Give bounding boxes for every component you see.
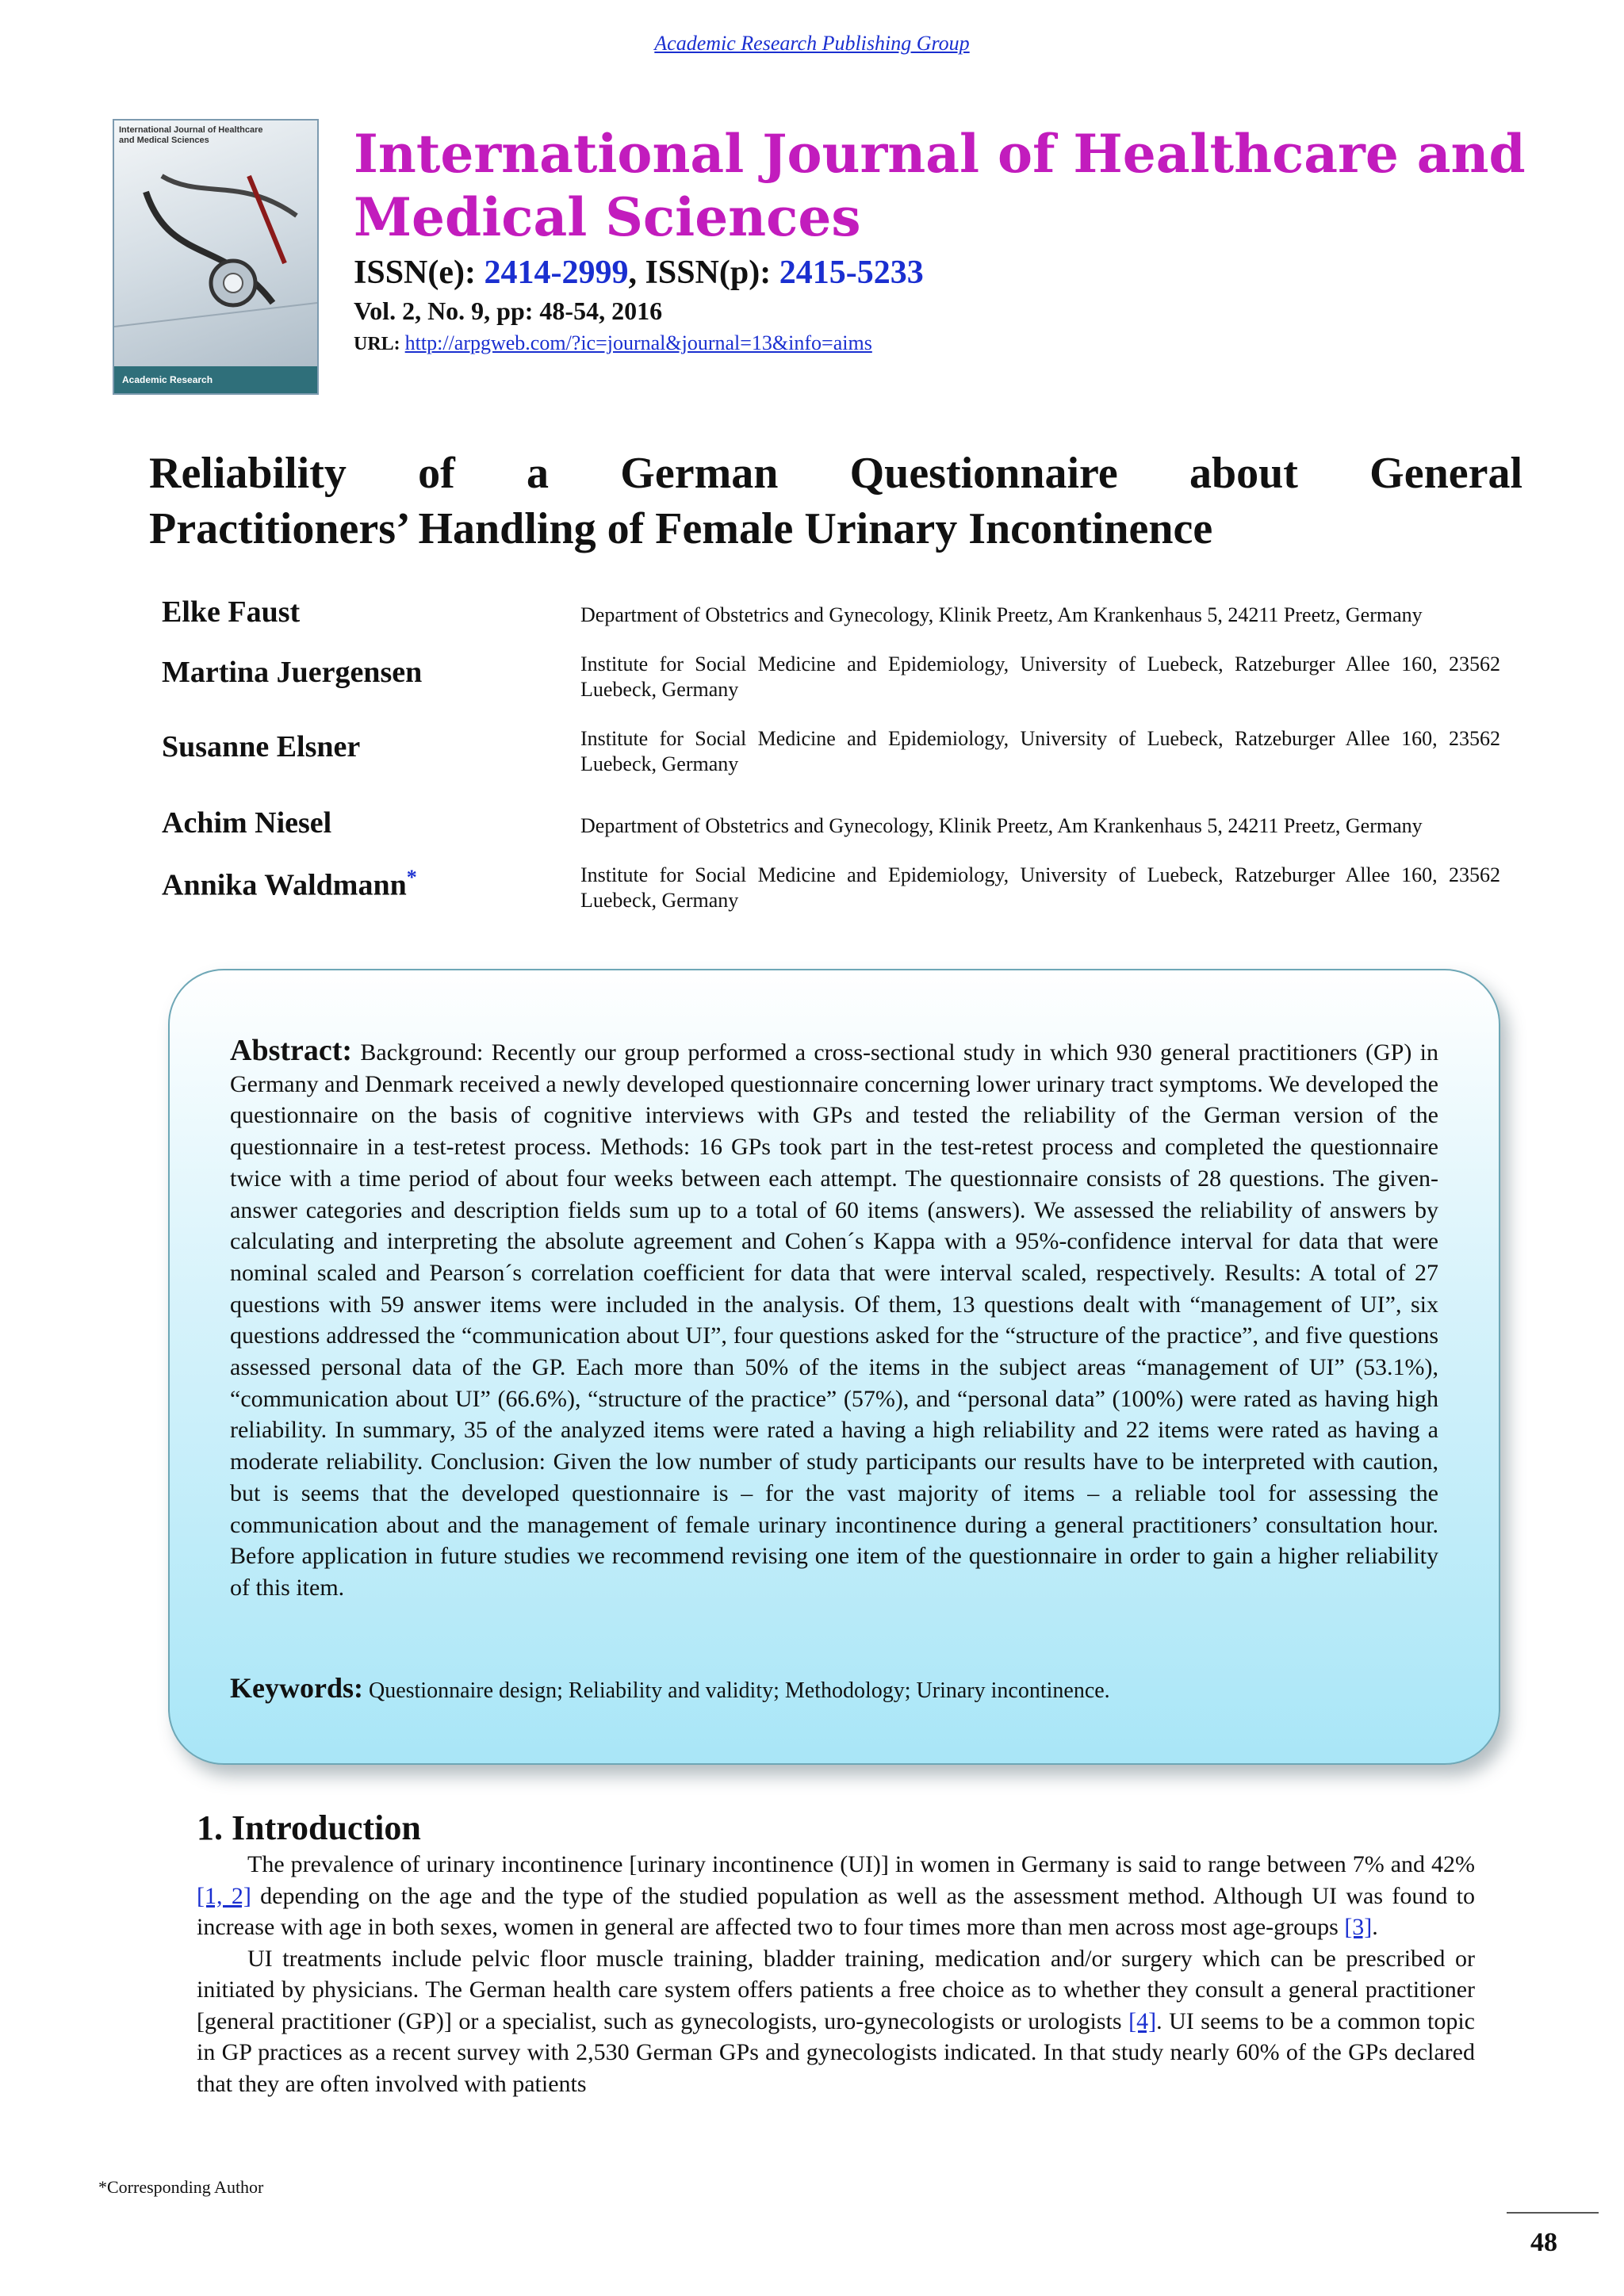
citation-link[interactable]: [3]	[1344, 1914, 1373, 1940]
journal-url-link[interactable]: http://arpgweb.com/?ic=journal&journal=13&info=aims	[404, 331, 872, 354]
corresponding-author-footnote: *Corresponding Author	[98, 2177, 264, 2197]
url-label: URL:	[354, 334, 405, 354]
author-affiliation: Institute for Social Medicine and Epidemiology, University of Luebeck, Ratzeburger Allee 160, 23562 Luebeck, Germany	[580, 727, 1500, 775]
text-run: UI treatments include pelvic floor muscle training, bladder training, medication and/or surgery which can be prescribed or initiated by physicians. The German health care system offers patients a free choice as to whether they consult a general practitioner [general practitioner (GP)] or a specialist, such as gynecologists, uro-gynecologists or urologists	[197, 1945, 1475, 2034]
text-run: .	[1372, 1914, 1378, 1940]
article-title-line-1: Reliability of a German Questionnaire about General	[149, 449, 1522, 498]
issn-p-value: 2415-5233	[779, 254, 924, 291]
page-number: 48	[1530, 2228, 1557, 2257]
stethoscope-illustration	[114, 144, 317, 358]
section-heading-introduction: 1. Introduction	[197, 1808, 421, 1847]
author-affiliation: Department of Obstetrics and Gynecology, Klinik Preetz, Am Krankenhaus 5, 24211 Preetz, Germany	[580, 814, 1423, 837]
corresponding-author-name	[162, 866, 417, 903]
text-run: . UI seems to be a common topic in GP practices as a recent survey with 2,530 German GPs and gynecologists indicated. In that study nearly 60% of the GPs declared that they are often involved with patients	[197, 2007, 1475, 2097]
issn-line	[354, 254, 924, 292]
abstract-conclusion: Conclusion: Given the low number of study participants our results have to be interpreted with caution, but is seems that the developed questionnaire is – for the vast majority of items – a reliable tool for assessing the communication about and the management of female urinary incontinence during a general practitioners’ consultation hour. Before application in future studies we recommend revising one item of the questionnaire in order to gain a higher reliability of this item.	[230, 1448, 1439, 1601]
author-affiliation: Institute for Social Medicine and Epidemiology, University of Luebeck, Ratzeburger Allee 160, 23562 Luebeck, Germany	[580, 863, 1500, 912]
author-affiliation: Institute for Social Medicine and Epidemiology, University of Luebeck, Ratzeburger Allee 160, 23562 Luebeck, Germany	[580, 652, 1500, 701]
corresponding-author-marker[interactable]: *	[406, 866, 417, 889]
issn-e-value: 2414-2999	[484, 254, 629, 291]
author-name: Susanne Elsner	[162, 730, 361, 763]
paragraph	[197, 1943, 1475, 2100]
article-title	[149, 446, 1522, 557]
keywords-heading: Keywords:	[230, 1672, 363, 1704]
author-name: Elke Faust	[162, 595, 301, 629]
abstract-body: Background: Recently our group performed a cross-sectional study in which 930 general practitioners (GP) in Germany and Denmark received a newly developed questionnaire concerning lower urinary tract symptoms. We developed the questionnaire on the basis of cognitive interviews with GPs and tested the reliability of the German version of the questionnaire in a test-retest process. Methods: 16 GPs took part in the test-retest process and completed the questionnaire twice with a time period of about four weeks between each attempt. The questionnaire consists of 28 questions. The given-answer categories and description fields sum up to a total of 60 items (answers). We assessed the reliability of answers by calculating and interpreting the absolute agreement and Cohen´s Kappa with a 95%-confidence interval for data that were nominal scaled and Pearson´s correlation coefficient for data that were interval scaled, respectively. Results: A total of 27 questions with 59 answer items were included in the analysis. Of them, 13 questions dealt with “management of UI”, six questions addressed the “communication about UI”, four questions asked for the “structure of the practice”, and five questions assessed personal data of the GP. Each more than 50% of the items in the subject areas “management of UI” (53.1%), “communication about UI” (66.6%), “structure of the practice” (57%), and “personal data” (100%) were rated as having high reliability. In summary, 35 of the analyzed items were rated a having a high reliability and 22 items were rated as having a moderate reliability.	[230, 1039, 1438, 1475]
cover-footer-bar: Academic Research	[114, 366, 317, 393]
introduction-body	[197, 1849, 1475, 2099]
paragraph	[197, 1849, 1475, 1943]
text-run: depending on the age and the type of the studied population as well as the assessment method. Although UI was found to increase with age in both sexes, women in general are affected two to four times more than men across most age-groups	[197, 1882, 1475, 1940]
issn-e-label: ISSN(e):	[354, 254, 485, 291]
article-title-line-2: Practitioners’ Handling of Female Urinary Incontinence	[149, 504, 1213, 553]
abstract-heading: Abstract:	[230, 1034, 353, 1067]
keywords-line	[230, 1671, 1438, 1705]
keywords-list: Questionnaire design; Reliability and validity; Methodology; Urinary incontinence.	[362, 1678, 1110, 1703]
citation-link[interactable]: [1, 2]	[197, 1882, 251, 1909]
cover-title: International Journal of Healthcare and Medical Sciences	[119, 125, 263, 145]
issn-p-label: , ISSN(p):	[628, 254, 779, 291]
author-name: Achim Niesel	[162, 806, 332, 840]
author-affiliation: Department of Obstetrics and Gynecology, Klinik Preetz, Am Krankenhaus 5, 24211 Preetz, Germany	[580, 603, 1423, 626]
publisher-link[interactable]: Academic Research Publishing Group	[654, 32, 970, 55]
author-name-text: Annika Waldmann	[162, 868, 407, 902]
text-run: The prevalence of urinary incontinence [urinary incontinence (UI)] in women in Germany is said to range between 7% and 42%	[247, 1851, 1475, 1877]
page-number-rule	[1507, 2212, 1599, 2214]
abstract-text	[230, 1035, 1438, 1604]
author-name: Martina Juergensen	[162, 656, 423, 689]
journal-cover-image	[113, 119, 319, 395]
citation-link[interactable]: [4]	[1128, 2007, 1157, 2034]
journal-title: International Journal of Healthcare and Medical Sciences	[354, 123, 1526, 248]
url-line	[354, 331, 872, 355]
volume-info: Vol. 2, No. 9, pp: 48-54, 2016	[354, 297, 663, 325]
